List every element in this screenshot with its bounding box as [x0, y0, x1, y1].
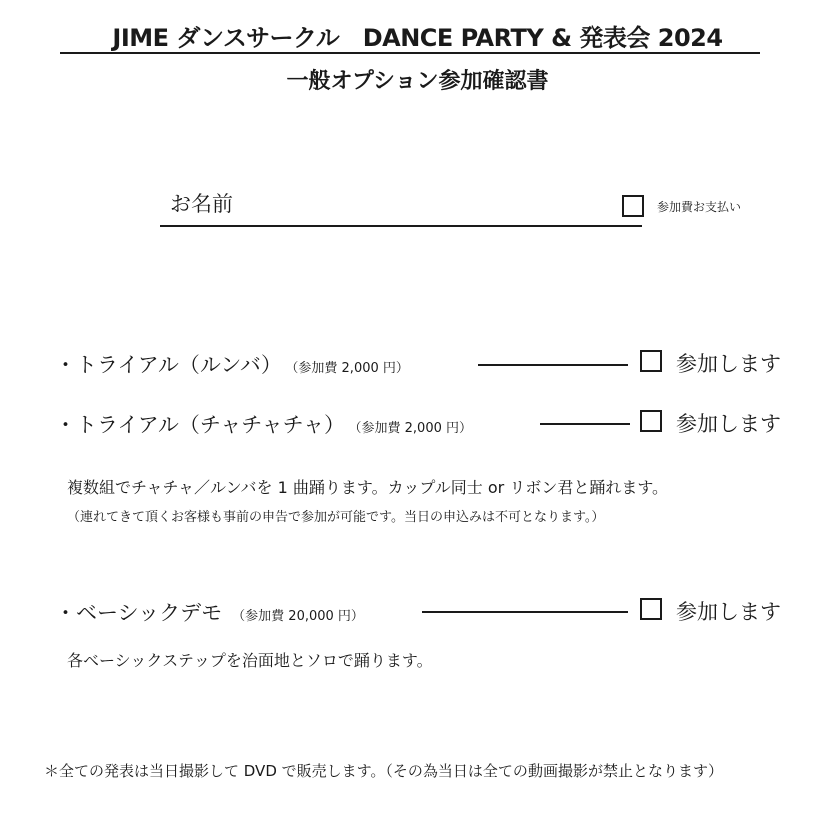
option-basic-demo: [55, 597, 364, 627]
option-title: ・トライアル（ルンバ）: [55, 353, 282, 377]
name-input-line[interactable]: [160, 225, 642, 227]
basic-demo-join-label: 参加します: [676, 600, 781, 624]
rumba-join-label: 参加します: [676, 352, 781, 376]
basic-description: 各ベーシックステップを治面地とソロで踊ります。: [67, 651, 433, 670]
chachacha-join-checkbox[interactable]: [640, 410, 662, 432]
option-chachacha-trial: [55, 409, 472, 439]
option-title: ・ベーシックデモ: [55, 601, 223, 625]
rumba-join-checkbox[interactable]: [640, 350, 662, 372]
document-title: JIME ダンスサークル DANCE PARTY & 発表会 2024: [112, 24, 723, 52]
trial-description: 複数組でチャチャ／ルンバを 1 曲踊ります。カップル同士 or リボン君と踊れます。: [67, 478, 669, 497]
leader-line: [540, 423, 630, 425]
option-fee: （参加費 2,000 円）: [291, 361, 409, 376]
chachacha-join-label: 参加します: [676, 412, 781, 436]
option-fee: （参加費 2,000 円）: [355, 421, 472, 436]
payment-label: 参加費お支払い: [657, 200, 742, 214]
document-subtitle: 一般オプション参加確認書: [286, 69, 549, 94]
payment-checkbox[interactable]: [622, 195, 644, 217]
title-underline: [60, 52, 760, 54]
name-label: お名前: [170, 192, 233, 216]
trial-note: （連れてきて頂くお客様も事前の申告で参加が可能です。当日の申込みは不可となります。）: [67, 510, 605, 525]
basic-demo-join-checkbox[interactable]: [640, 598, 662, 620]
option-title: ・トライアル（チャチャチャ）: [55, 413, 346, 437]
footnote: ＊全ての発表は当日撮影して DVD で販売します。（その為当日は全ての動画撮影が禁止となります）: [44, 762, 723, 780]
option-rumba-trial: [55, 349, 409, 379]
leader-line: [478, 364, 628, 366]
leader-line: [422, 611, 628, 613]
option-fee: （参加費 20,000 円）: [232, 609, 364, 624]
